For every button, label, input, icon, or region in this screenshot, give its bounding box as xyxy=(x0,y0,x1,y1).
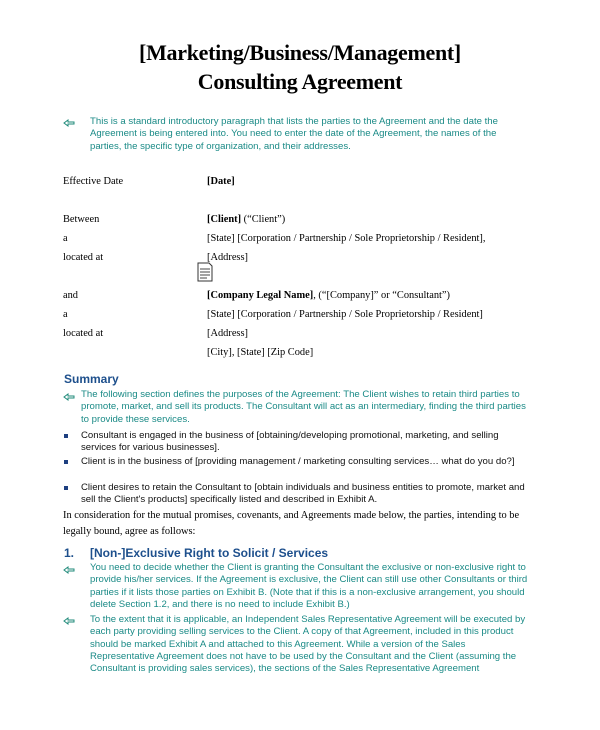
consideration-paragraph: In consideration for the mutual promises, covenants, and Agreements made below, the parties, intending to be legally bound, agree as follows: xyxy=(63,510,520,537)
square-bullet-icon xyxy=(64,460,68,464)
document-title-line2: Consulting Agreement xyxy=(197,69,403,94)
section-number: 1. xyxy=(64,546,75,560)
section1-note: You need to decide whether the Client is granting the Consultant the exclusive or non-exclusive right to provide his/her services. If the Agreement is exclusive, the Client can still use other Consultants or third parties if it lists those parties on Exhibit B. (Note that if this is a non-exclusive arrangement, you should delete Section 1.2, and there is no need to include Exhibit B.) xyxy=(90,562,528,610)
summary-bullet: Consultant is engaged in the business of [obtaining/developing promotional, marketing, and selling services for various businesses]. xyxy=(81,430,499,454)
company-city: [City], [State] [Zip Code] xyxy=(207,347,314,358)
company-address: [Address] xyxy=(207,328,248,339)
pointing-hand-icon xyxy=(63,118,75,128)
client-a-label: a xyxy=(63,233,68,244)
pointing-hand-icon xyxy=(63,565,75,575)
and-label: and xyxy=(63,290,79,301)
company-organization: [State] [Corporation / Partnership / Sole Proprietorship / Resident] xyxy=(207,309,483,320)
summary-bullet: Client is in the business of [providing management / marketing consulting services… what do you do?] xyxy=(81,456,515,467)
effective-date-label: Effective Date xyxy=(63,176,124,187)
summary-note: The following section defines the purposes of the Agreement: The Client wishes to retain third parties to promote, market, and sell its products. The Consultant will act as an intermediary, finding the third parties to provide these services. xyxy=(81,389,526,425)
company-located-label: located at xyxy=(63,328,104,339)
client-located-label: located at xyxy=(63,252,104,263)
client-organization: [State] [Corporation / Partnership / Sole Proprietorship / Resident], xyxy=(207,233,486,244)
company-name: [Company Legal Name], (“[Company]” or “Consultant”) xyxy=(207,290,450,301)
square-bullet-icon xyxy=(64,434,68,438)
effective-date-value: [Date] xyxy=(207,176,235,187)
between-label: Between xyxy=(63,214,100,225)
square-bullet-icon xyxy=(64,486,68,490)
document-note-icon xyxy=(197,262,213,282)
intro-note: This is a standard introductory paragraph that lists the parties to the Agreement and the date the Agreement is being entered into. You need to enter the date of the Agreement, the names of the parties, the specific type of organization, and their addresses. xyxy=(90,116,498,152)
document-title-line1: [Marketing/Business/Management] xyxy=(139,40,461,65)
client-name: [Client] (“Client”) xyxy=(207,214,286,225)
section1-note: To the extent that it is applicable, an Independent Sales Representative Agreement will be executed by each party providing selling services to the Client. A copy of that Agreement, included in this product should be marked Exhibit A and attached to this Agreement. While a version of the Sales Representative Agreement does not have to be used by the Consultant and the Client (assuming the Consultant is providing sales services), the sections of the Sales Representative Agreement xyxy=(90,614,526,675)
client-address: [Address] xyxy=(207,252,248,263)
company-a-label: a xyxy=(63,309,68,320)
pointing-hand-icon xyxy=(63,616,75,626)
pointing-hand-icon xyxy=(63,392,75,402)
section-title: [Non-]Exclusive Right to Solicit / Services xyxy=(90,546,329,560)
summary-heading: Summary xyxy=(64,372,119,386)
summary-bullet: Client desires to retain the Consultant to [obtain individuals and business entities to promote, market and sell the Client's products] specifically listed and described in Exhibit A. xyxy=(81,482,525,506)
